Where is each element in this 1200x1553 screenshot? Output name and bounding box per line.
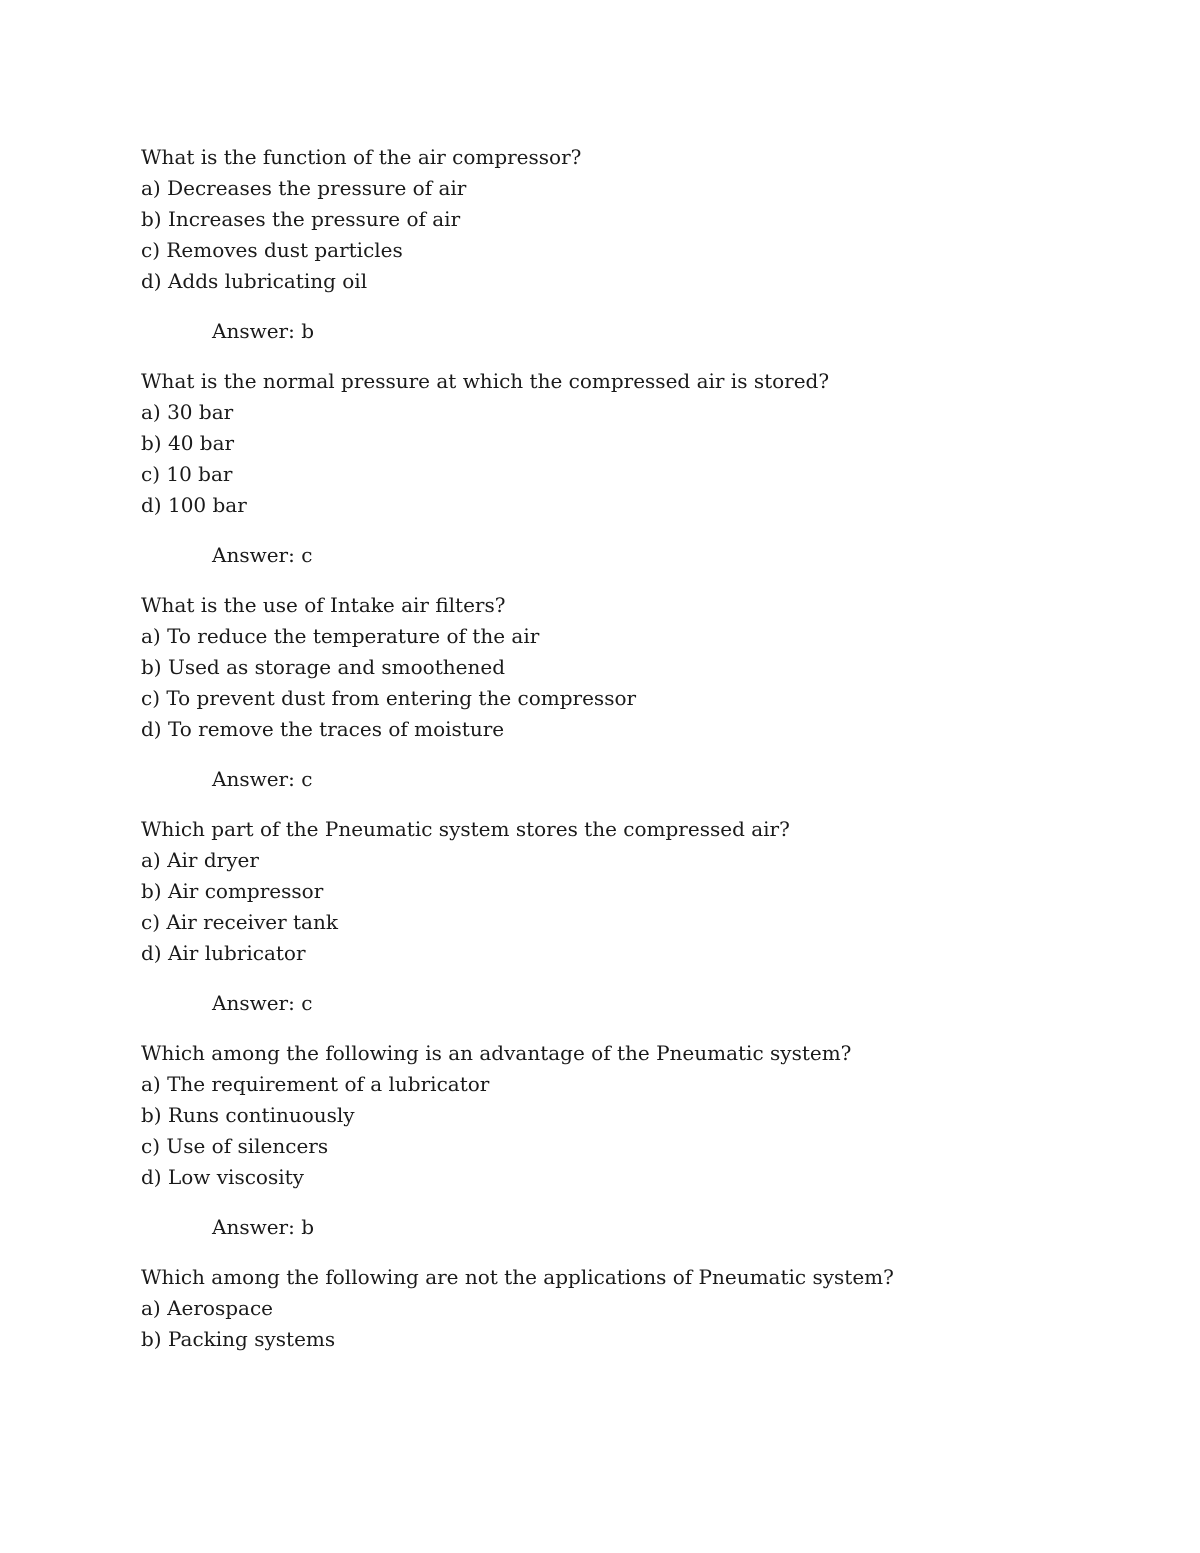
answer-text: Answer: b xyxy=(212,1215,315,1239)
question-block-2 xyxy=(141,366,1141,571)
question-block-4 xyxy=(141,814,1141,1019)
option-d: d) Air lubricator xyxy=(141,941,306,965)
option-a: a) To reduce the temperature of the air xyxy=(141,624,540,648)
answer-text: Answer: b xyxy=(212,319,315,343)
question-text: Which among the following are not the applications of Pneumatic system? xyxy=(141,1265,894,1289)
option-c: c) To prevent dust from entering the compressor xyxy=(141,686,637,710)
option-a: a) Aerospace xyxy=(141,1296,273,1320)
option-b: b) 40 bar xyxy=(141,431,235,455)
option-c: c) Removes dust particles xyxy=(141,238,403,262)
question-block-5 xyxy=(141,1038,1141,1243)
option-d: d) 100 bar xyxy=(141,493,247,517)
option-d: d) Low viscosity xyxy=(141,1165,304,1189)
option-d: d) Adds lubricating oil xyxy=(141,269,368,293)
option-a: a) Decreases the pressure of air xyxy=(141,176,467,200)
option-b: b) Packing systems xyxy=(141,1327,336,1351)
question-text: Which part of the Pneumatic system stores the compressed air? xyxy=(141,817,790,841)
option-b: b) Used as storage and smoothened xyxy=(141,655,505,679)
document-page xyxy=(141,142,1141,1374)
option-d: d) To remove the traces of moisture xyxy=(141,717,505,741)
option-a: a) Air dryer xyxy=(141,848,259,872)
option-b: b) Runs continuously xyxy=(141,1103,355,1127)
option-c: c) 10 bar xyxy=(141,462,233,486)
option-a: a) 30 bar xyxy=(141,400,234,424)
question-block-1 xyxy=(141,142,1141,347)
question-text: What is the function of the air compressor? xyxy=(141,145,582,169)
answer-text: Answer: c xyxy=(212,991,313,1015)
question-text: What is the normal pressure at which the compressed air is stored? xyxy=(141,369,830,393)
option-b: b) Air compressor xyxy=(141,879,324,903)
question-block-3 xyxy=(141,590,1141,795)
answer-text: Answer: c xyxy=(212,543,313,567)
question-text: What is the use of Intake air filters? xyxy=(141,593,506,617)
option-b: b) Increases the pressure of air xyxy=(141,207,461,231)
question-block-6 xyxy=(141,1262,1141,1355)
option-c: c) Air receiver tank xyxy=(141,910,338,934)
option-a: a) The requirement of a lubricator xyxy=(141,1072,490,1096)
answer-text: Answer: c xyxy=(212,767,313,791)
question-text: Which among the following is an advantage of the Pneumatic system? xyxy=(141,1041,852,1065)
option-c: c) Use of silencers xyxy=(141,1134,329,1158)
